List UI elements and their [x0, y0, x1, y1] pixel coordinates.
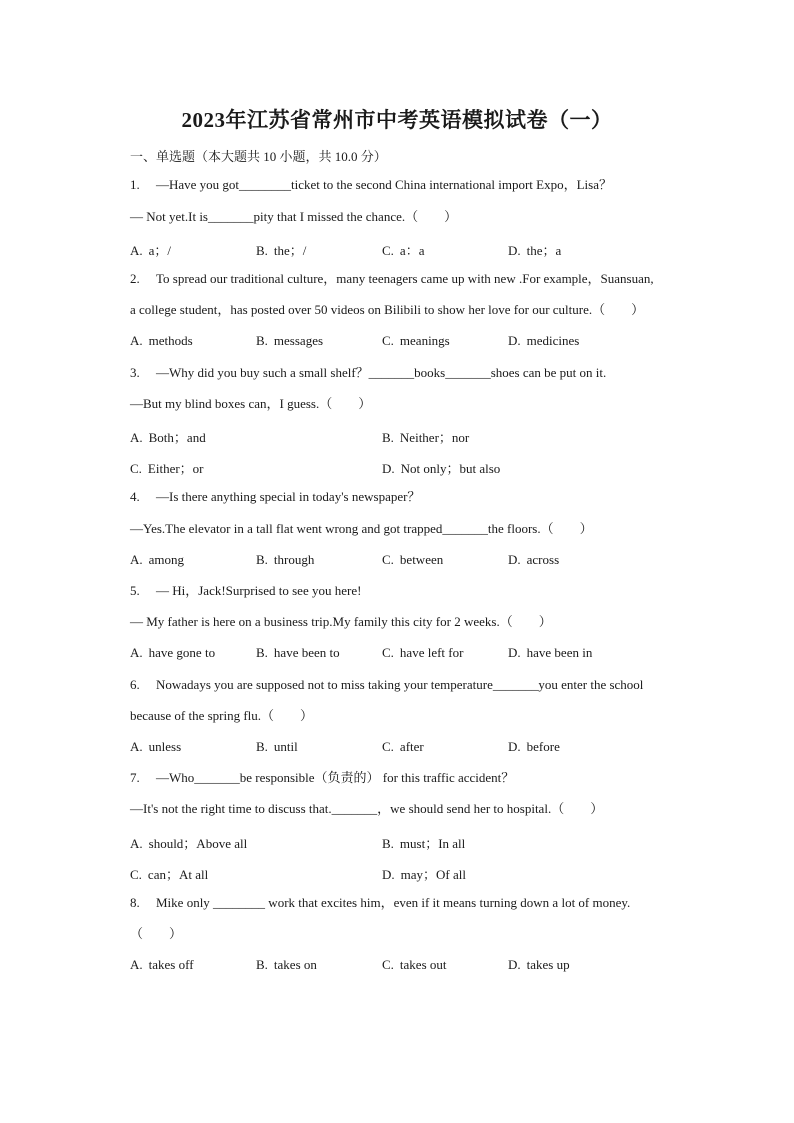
option-text: have left for — [399, 645, 464, 660]
option-text: can；At all — [147, 867, 209, 882]
option-text: have been to — [273, 645, 340, 660]
question-line: Nowadays you are supposed not to miss taking your temperature_______you enter the school — [156, 677, 644, 692]
option-text: should；Above all — [148, 836, 248, 851]
exam-title: 2023年江苏省常州市中考英语模拟试卷（一） — [181, 108, 613, 132]
option-row — [130, 552, 650, 568]
option-row — [130, 333, 650, 349]
option-row — [130, 645, 650, 661]
question-text — [130, 489, 420, 505]
question-text-continued — [130, 614, 552, 630]
option-text: until — [273, 739, 298, 754]
option-text: meanings — [399, 333, 450, 348]
question-line: —Why did you buy such a small shelf？_______books_______shoes can be put on it. — [156, 365, 607, 380]
option-text: medicines — [526, 333, 580, 348]
option-text: have gone to — [148, 645, 216, 660]
answer-option-d[interactable] — [508, 333, 579, 349]
section-heading: 一、单选题（本大题共 10 小题，共 10.0 分） — [130, 149, 387, 164]
option-text: Neither；nor — [399, 430, 470, 445]
question-text-continued — [130, 521, 593, 537]
question-line: —It's not the right time to discuss that._______，we should send her to hospital.（ ） — [130, 801, 604, 816]
question-text-continued — [130, 708, 313, 724]
question-line: —Is there anything special in today's newspaper？ — [156, 489, 421, 504]
question-line: — Hi，Jack!Surprised to see you here! — [156, 583, 362, 598]
question-text — [130, 895, 630, 911]
option-text: takes out — [399, 957, 447, 972]
option-text: Either；or — [147, 461, 204, 476]
option-text: through — [273, 552, 315, 567]
option-text: the；a — [526, 243, 562, 258]
question-number: 7. — [130, 770, 140, 785]
option-letter: D. — [508, 333, 521, 348]
option-letter: D. — [508, 243, 521, 258]
option-text: among — [148, 552, 185, 567]
option-letter: D. — [508, 645, 521, 660]
option-letter: A. — [130, 957, 143, 972]
option-letter: B. — [256, 957, 268, 972]
option-letter: C. — [130, 461, 142, 476]
option-text: a；/ — [148, 243, 172, 258]
option-text: messages — [273, 333, 324, 348]
question-line: a college student，has posted over 50 videos on Bilibili to show her love for our culture.（ ） — [130, 302, 645, 317]
option-letter: B. — [382, 836, 394, 851]
option-letter: D. — [508, 552, 521, 567]
question-line: — Not yet.It is_______pity that I missed the chance.（ ） — [130, 209, 458, 224]
option-letter: C. — [382, 957, 394, 972]
question-number: 6. — [130, 677, 140, 692]
option-row — [130, 864, 650, 880]
question-text-continued — [130, 396, 371, 412]
option-letter: C. — [382, 243, 394, 258]
option-letter: A. — [130, 243, 143, 258]
question-text-continued — [130, 302, 644, 318]
answer-option-d[interactable] — [382, 458, 500, 477]
option-letter: B. — [256, 645, 268, 660]
question-text-continued — [130, 926, 182, 942]
option-text: Not only；but also — [400, 461, 501, 476]
answer-option-d[interactable] — [508, 739, 560, 755]
question-number: 2. — [130, 271, 140, 286]
question-text — [130, 177, 612, 193]
question-text — [130, 583, 361, 599]
question-number: 8. — [130, 895, 140, 910]
option-letter: D. — [382, 867, 395, 882]
option-row — [130, 427, 650, 443]
option-text: across — [526, 552, 560, 567]
question-line: To spread our traditional culture，many teenagers came up with new .For example，Suansuan, — [156, 271, 654, 286]
option-letter: A. — [130, 430, 143, 445]
question-text-continued — [130, 209, 457, 225]
option-letter: B. — [256, 333, 268, 348]
answer-option-d[interactable] — [508, 240, 561, 259]
question-text — [130, 271, 654, 287]
answer-option-d[interactable] — [508, 957, 570, 973]
option-text: after — [399, 739, 424, 754]
option-text: takes on — [273, 957, 317, 972]
option-text: methods — [148, 333, 193, 348]
answer-option-d[interactable] — [508, 645, 592, 661]
option-row — [130, 739, 650, 755]
option-letter: A. — [130, 645, 143, 660]
question-line: —Who_______be responsible（负责的） for this traffic accident？ — [156, 770, 515, 785]
option-text: takes off — [148, 957, 194, 972]
option-text: may；Of all — [400, 867, 466, 882]
option-text: unless — [148, 739, 182, 754]
option-text: have been in — [526, 645, 593, 660]
option-text: the；/ — [273, 243, 307, 258]
option-row — [130, 957, 650, 973]
option-text: must；In all — [399, 836, 466, 851]
option-letter: C. — [382, 645, 394, 660]
question-line: because of the spring flu.（ ） — [130, 708, 314, 723]
option-letter: B. — [256, 552, 268, 567]
question-number: 1. — [130, 177, 140, 192]
option-letter: B. — [382, 430, 394, 445]
option-letter: A. — [130, 552, 143, 567]
question-text-continued — [130, 801, 603, 817]
answer-option-b[interactable] — [382, 427, 469, 446]
option-letter: D. — [382, 461, 395, 476]
option-letter: B. — [256, 243, 268, 258]
option-text: takes up — [526, 957, 570, 972]
question-number: 5. — [130, 583, 140, 598]
option-row — [130, 458, 650, 474]
question-line: —Have you got________ticket to the second China international import Expo，Lisa？ — [156, 177, 612, 192]
option-text: a：a — [399, 243, 425, 258]
option-text: before — [526, 739, 560, 754]
option-letter: A. — [130, 739, 143, 754]
question-line: （ ） — [130, 926, 183, 941]
option-row — [130, 833, 650, 849]
option-row — [130, 240, 650, 256]
option-letter: A. — [130, 836, 143, 851]
option-letter: C. — [382, 333, 394, 348]
question-text — [130, 770, 514, 786]
question-text — [130, 365, 606, 381]
option-letter: C. — [130, 867, 142, 882]
answer-option-b[interactable] — [382, 833, 465, 852]
option-letter: D. — [508, 739, 521, 754]
option-letter: B. — [256, 739, 268, 754]
option-text: Both；and — [148, 430, 206, 445]
question-line: —Yes.The elevator in a tall flat went wrong and got trapped_______the floors.（ ） — [130, 521, 593, 536]
question-number: 3. — [130, 365, 140, 380]
option-letter: D. — [508, 957, 521, 972]
question-text — [130, 677, 643, 693]
question-line: — My father is here on a business trip.My family this city for 2 weeks.（ ） — [130, 614, 552, 629]
answer-option-d[interactable] — [508, 552, 559, 568]
answer-option-d[interactable] — [382, 864, 466, 883]
option-letter: A. — [130, 333, 143, 348]
question-line: Mike only ________ work that excites him，even if it means turning down a lot of money. — [156, 895, 631, 910]
option-letter: C. — [382, 739, 394, 754]
question-number: 4. — [130, 489, 140, 504]
option-text: between — [399, 552, 444, 567]
question-line: —But my blind boxes can，I guess.（ ） — [130, 396, 372, 411]
option-letter: C. — [382, 552, 394, 567]
